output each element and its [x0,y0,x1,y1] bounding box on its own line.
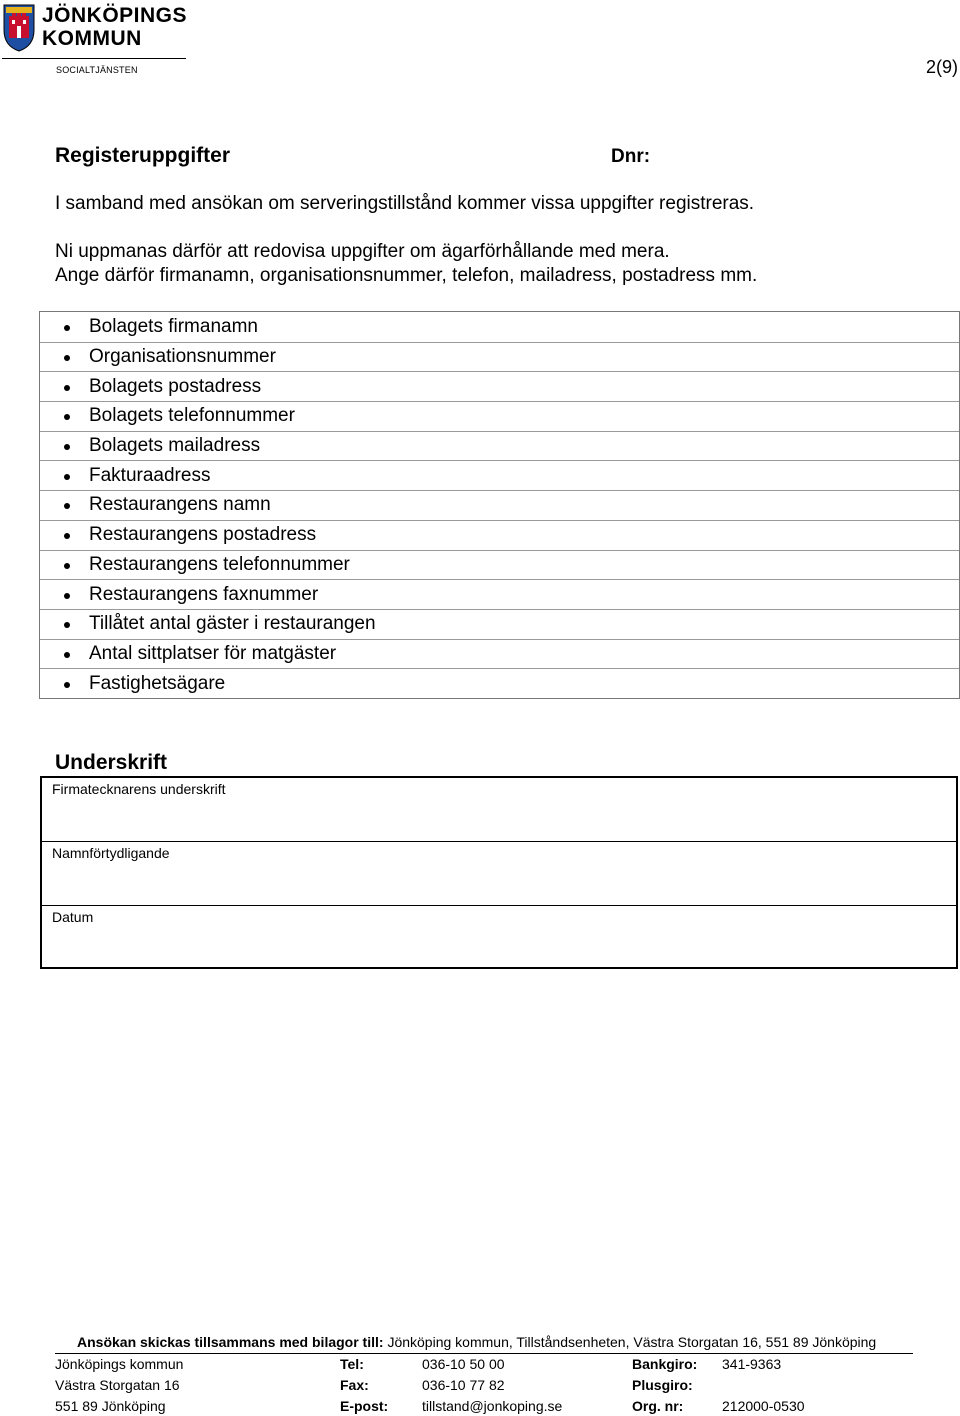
logo-text-line2: KOMMUN [42,27,142,50]
list-item-label: Fakturaadress [89,464,211,486]
list-item [40,639,959,669]
list-item-label: Bolagets mailadress [89,435,261,457]
list-item-label: Bolagets postadress [89,375,262,397]
footer-tel-label: Tel: [340,1356,364,1372]
department-label: SOCIALTJÄNSTEN [56,65,138,75]
logo-text-line1: JÖNKÖPINGS [42,4,188,27]
footer-org-name: Jönköpings kommun [55,1356,184,1372]
intro-line-3: Ange därför firmanamn, organisationsnummer, telefon, mailadress, postadress mm. [55,265,758,286]
bullet-icon [40,469,89,483]
list-item [40,609,959,639]
page-number: 2(9) [925,57,958,77]
list-item [40,342,959,372]
footer-send-address: Jönköping kommun, Tillståndsenheten, Västra Storgatan 16, 551 89 Jönköping [387,1334,877,1350]
signature-field-label: Firmatecknarens underskrift [52,781,226,797]
bullet-icon [40,528,89,542]
list-item-label: Bolagets telefonnummer [89,405,295,427]
list-item [40,490,959,520]
list-item [40,312,959,342]
bullet-icon [40,320,89,334]
signature-title: Underskrift [55,751,168,774]
footer-fax-value: 036-10 77 82 [422,1377,505,1393]
list-item-label: Restaurangens namn [89,494,271,516]
footer-divider [55,1353,913,1354]
footer-orgnr-value: 212000-0530 [722,1398,805,1414]
section-title: Registeruppgifter [55,144,231,167]
name-clarification-label: Namnförtydligande [52,845,170,862]
list-item [40,401,959,431]
bullet-icon [40,677,89,691]
list-item [40,579,959,609]
dnr-label: Dnr: [611,146,651,167]
name-clarification-field[interactable] [42,841,956,904]
list-item-label: Bolagets firmanamn [89,315,258,337]
logo-divider [2,58,186,59]
intro-line-2: Ni uppmanas därför att redovisa uppgifter om ägarförhållande med mera. [55,241,670,262]
bullet-icon [40,439,89,453]
signature-box [40,776,958,969]
list-item-label: Restaurangens telefonnummer [89,553,350,575]
list-item-label: Organisationsnummer [89,346,276,368]
footer-bankgiro-value: 341-9363 [722,1356,782,1372]
list-item [40,460,959,490]
list-item [40,668,959,698]
bullet-icon [40,617,89,631]
footer-street: Västra Storgatan 16 [55,1377,180,1393]
footer-tel-value: 036-10 50 00 [422,1356,505,1372]
bullet-icon [40,588,89,602]
date-field-label: Datum [52,908,94,925]
list-item-label: Antal sittplatser för matgäster [89,642,337,664]
date-field[interactable] [42,905,956,968]
footer-bankgiro-label: Bankgiro: [632,1356,698,1372]
logo [2,2,186,76]
list-item-label: Restaurangens postadress [89,524,317,546]
bullet-icon [40,380,89,394]
bullet-icon [40,558,89,572]
footer-plusgiro-label: Plusgiro: [632,1377,693,1393]
signature-field[interactable] [42,778,956,841]
list-item [40,550,959,580]
list-item [40,371,959,401]
bullet-icon [40,350,89,364]
required-items-list [39,311,960,699]
list-item-label: Tillåtet antal gäster i restaurangen [89,613,376,635]
footer-email-label: E-post: [340,1398,389,1414]
footer-send-label: Ansökan skickas tillsammans med bilagor till: [77,1334,384,1350]
bullet-icon [40,498,89,512]
list-item [40,520,959,550]
bullet-icon [40,647,89,661]
bullet-icon [40,409,89,423]
list-item-label: Restaurangens faxnummer [89,583,319,605]
city-crest-icon [2,2,36,52]
list-item [40,431,959,461]
intro-line-1: I samband med ansökan om serveringstillstånd kommer vissa uppgifter registreras. [55,193,755,214]
footer-orgnr-label: Org. nr: [632,1398,684,1414]
footer-email-value[interactable]: tillstand@jonkoping.se [422,1398,563,1414]
footer-send-instruction [77,1334,876,1350]
footer-postal: 551 89 Jönköping [55,1398,166,1414]
list-item-label: Fastighetsägare [89,672,226,694]
footer-fax-label: Fax: [340,1377,369,1393]
